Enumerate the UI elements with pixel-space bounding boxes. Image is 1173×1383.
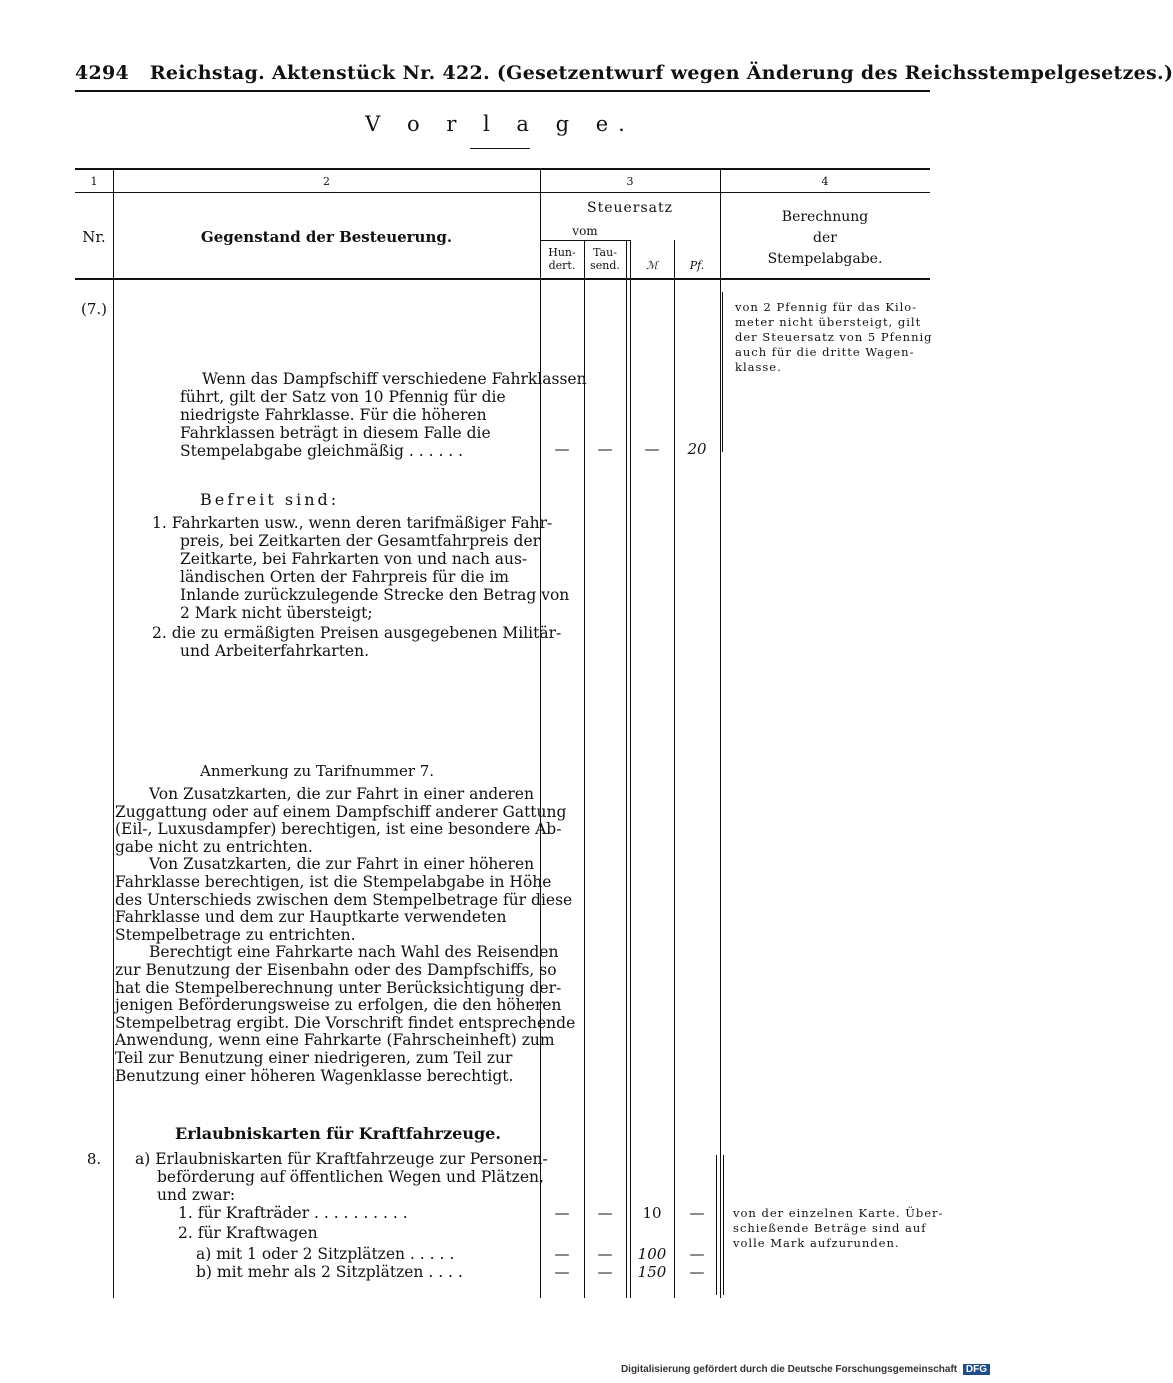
row-8-heading: Erlaubniskarten für Kraftfahrzeuge. (175, 1124, 501, 1143)
row-8-number: 8. (86, 1150, 102, 1168)
header-pfennig: Pf. (689, 259, 705, 272)
header-rule (75, 90, 930, 92)
row-8-item-1-pf: — (689, 1204, 705, 1222)
column-number-rule (75, 192, 930, 193)
row-8-item-2b-hundert: — (554, 1263, 570, 1281)
row-8-item-2b-tausend: — (597, 1263, 613, 1281)
col-divider-1 (113, 170, 114, 1298)
col-number-1: 1 (90, 175, 98, 188)
header-tausend: Tau- send. (590, 246, 620, 272)
row-7-paragraph: Wenn das Dampfschiff verschiedene Fahrklassen führt, gilt der Satz von 10 Pfennig für die niedrigste Fahrklasse. Für die höheren Fahrklassen beträgt in diesem Falle die Stempelabgabe gleichmäßig . . . . . . (180, 370, 587, 460)
header-gegenstand: Gegenstand der Besteuerung. (200, 228, 453, 246)
row-8-a-text: a) Erlaubniskarten für Kraftfahrzeuge zur Personen- beförderung auf öffentlichen Wegen und Plätzen, und zwar: (135, 1150, 548, 1204)
col-divider-hundert (584, 240, 585, 1298)
anmerkung-heading: Anmerkung zu Tarifnummer 7. (200, 762, 435, 780)
row-8-item-2a-tausend: — (597, 1245, 613, 1263)
header-berechnung: Berechnung der Stempelabgabe. (767, 209, 883, 267)
row-8-brace (716, 1155, 724, 1295)
footer-text: Digitalisierung gefördert durch die Deutsche Forschungsgemeinschaft (620, 1364, 958, 1375)
row-8-item-2b: b) mit mehr als 2 Sitzplätzen . . . . (196, 1263, 463, 1281)
dfg-logo: DFG (963, 1364, 990, 1375)
page-number: 4294 (75, 62, 130, 84)
row-8-item-1-tausend: — (597, 1204, 613, 1222)
row-7-pf: 20 (687, 440, 707, 458)
row-8-item-1-mark: 10 (642, 1204, 662, 1222)
befreit-heading: Befreit sind: (200, 490, 340, 509)
col-number-3: 3 (626, 175, 634, 188)
header-hundert: Hun- dert. (548, 246, 576, 272)
header-vom: vom (572, 224, 598, 238)
col-number-2: 2 (323, 175, 330, 188)
table-top-rule (75, 168, 930, 170)
header-nr: Nr. (82, 228, 106, 246)
page-header (75, 62, 1173, 84)
befreit-item-2: 2. die zu ermäßigten Preisen ausgegebenen Militär- und Arbeiterfahrkarten. (152, 624, 562, 660)
col-divider-2 (540, 170, 541, 1298)
row-8-col4-note: von der einzelnen Karte. Über- schießende Beträge sind auf volle Mark aufzurunden. (733, 1206, 944, 1250)
footer-credit (621, 1364, 990, 1375)
header-steuersatz: Steuersatz (586, 200, 674, 216)
document-title: V o r l a g e. (365, 112, 635, 136)
header-text: Reichstag. Aktenstück Nr. 422. (Gesetzentwurf wegen Änderung des Reichsstempelgesetzes.) (149, 62, 1173, 84)
row-8-item-2b-mark: 150 (637, 1263, 667, 1281)
title-rule (470, 148, 530, 149)
anmerkung-text: Von Zusatzkarten, die zur Fahrt in einer anderen Zuggattung oder auf einem Dampfschiff anderer Gattung (Eil-, Luxusdampfer) berechtigen, ist eine besondere Ab- gabe nicht zu entrichten. Von Zusatzkarten, die zur Fahrt in einer höheren Fahrklasse berechtigen, ist die Stempelabgabe in Höhe des Unterschieds zwischen dem Stempelbetrage für diese Fahrklasse und dem zur Hauptkarte verwendeten Stempelbetrage zu entrichten. Berechtigt eine Fahrkarte nach Wahl des Reisenden zur Benutzung der Eisenbahn oder des Dampfschiffs, so hat die Stempelberechnung unter Berücksichtigung der- jenigen Beförderungsweise zu erfolgen, die den höheren Stempelbetrag ergibt. Die Vorschrift findet entsprechende Anwendung, wenn eine Fahrkarte (Fahrscheinheft) zum Teil zur Benutzung einer niedrigeren, zum Teil zur Benutzung einer höheren Wagenklasse berechtigt. (115, 785, 576, 1085)
row-8-item-2: 2. für Kraftwagen (178, 1224, 318, 1242)
row-8-item-2a-pf: — (689, 1245, 705, 1263)
row-7-mark: — (644, 440, 660, 458)
row-8-item-2a-hundert: — (554, 1245, 570, 1263)
row-8-item-1: 1. für Krafträder . . . . . . . . . . (178, 1204, 408, 1222)
row-8-item-2b-pf: — (689, 1263, 705, 1281)
col-divider-tausend-a (626, 240, 627, 1298)
col-number-4: 4 (821, 175, 829, 188)
row-8-item-2a: a) mit 1 oder 2 Sitzplätzen . . . . . (196, 1245, 455, 1263)
header-mark: ℳ (646, 259, 658, 272)
col-divider-tausend-b (630, 240, 631, 1298)
befreit-item-1: 1. Fahrkarten usw., wenn deren tarifmäßiger Fahr- preis, bei Zeitkarten der Gesamtfahrpreis der Zeitkarte, bei Fahrkarten von und nach aus- ländischen Orten der Fahrpreis für die im Inlande zurückzulegende Strecke den Betrag von 2 Mark nicht übersteigt; (152, 514, 570, 622)
row-7-col4-note: von 2 Pfennig für das Kilo- meter nicht übersteigt, gilt der Steuersatz von 5 Pfennig auch für die dritte Wagen- klasse. (735, 300, 933, 374)
table-header-bottom-rule (75, 278, 930, 280)
row-7-hundert: — (554, 440, 570, 458)
row-7-tausend: — (597, 440, 613, 458)
row-8-item-1-hundert: — (554, 1204, 570, 1222)
col-divider-3 (720, 170, 721, 1298)
vom-rule (540, 240, 630, 241)
row-7-number: (7.) (80, 300, 107, 318)
col-divider-mark (674, 240, 675, 1298)
row-7-brace (722, 292, 723, 452)
row-8-item-2a-mark: 100 (637, 1245, 667, 1263)
